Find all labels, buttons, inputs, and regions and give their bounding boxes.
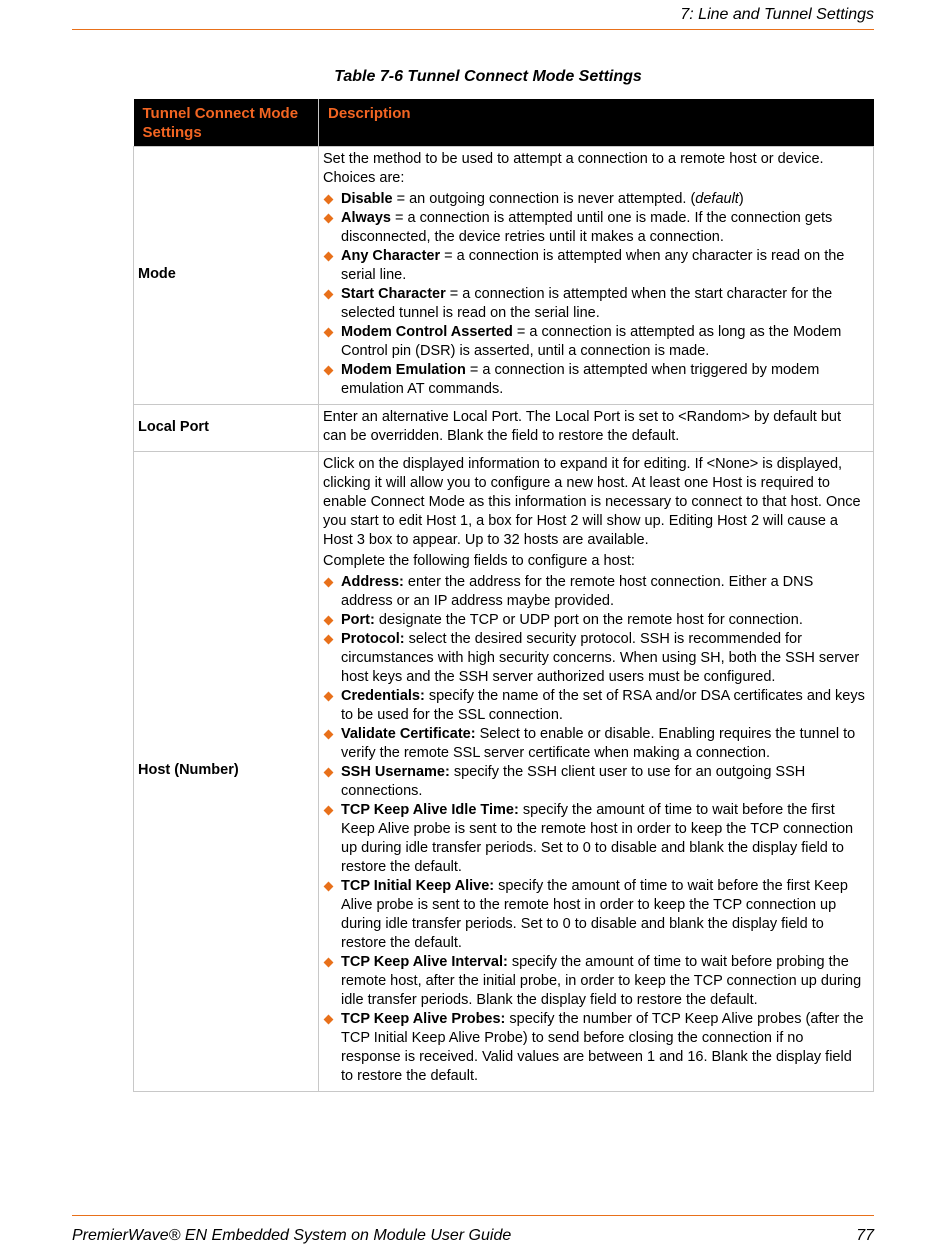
diamond-bullet-icon [324,635,334,645]
option-term: Any Character [341,248,441,264]
diamond-bullet-icon [324,252,334,262]
guide-title: PremierWave® EN Embedded System on Module User Guide [72,1227,512,1244]
option-text: specify the name of the set of RSA and/or DSA certificates and keys to be used for the SSL connection. [341,688,865,723]
list-item [323,361,867,399]
description-text: Set the method to be used to attempt a connection to a remote host or device. Choices are: [323,151,824,186]
page-number: 77 [856,1227,874,1244]
table-caption: Table 7-6 Tunnel Connect Mode Settings [334,68,642,85]
diamond-bullet-icon [324,328,334,338]
diamond-bullet-icon [324,806,334,816]
diamond-bullet-icon [324,195,334,205]
diamond-bullet-icon [324,958,334,968]
option-term: Always [341,210,391,226]
option-list [323,190,867,399]
column-header-description: Description [319,99,874,147]
list-item [323,725,867,763]
table-header-row [134,99,874,147]
list-item [323,953,867,1010]
diamond-bullet-icon [324,730,334,740]
list-item [323,323,867,361]
option-text: = a connection is attempted when triggered by modem emulation AT commands. [341,362,820,397]
list-item [323,209,867,247]
option-term: Protocol: [341,631,405,647]
description-text: Enter an alternative Local Port. The Local Port is set to <Random> by default but can be overridden. Blank the field to restore the default. [323,409,842,444]
option-term: Validate Certificate: [341,726,476,742]
option-text: = a connection is attempted when any character is read on the serial line. [341,248,845,283]
setting-name: Host (Number) [134,452,319,1092]
option-text: = a connection is attempted until one is made. If the connection gets disconnected, the device retries until it makes a connection. [341,210,833,245]
list-item [323,247,867,285]
header-rule [72,29,874,30]
description-text: Complete the following fields to configure a host: [323,553,635,569]
option-term: Modem Emulation [341,362,466,378]
option-term: TCP Keep Alive Interval: [341,954,508,970]
option-term: Modem Control Asserted [341,324,513,340]
diamond-bullet-icon [324,692,334,702]
column-header-settings: Tunnel Connect Mode Settings [134,99,319,147]
list-item [323,630,867,687]
option-text: = an outgoing connection is never attempted. ( [392,191,696,207]
setting-description [319,452,874,1092]
option-term: Address: [341,574,404,590]
option-text: select the desired security protocol. SSH is recommended for circumstances with high security concerns. When using SH, both the SSH server host keys and the SSH server authorized users must be configured. [341,631,860,685]
table-row [134,405,874,452]
list-item [323,687,867,725]
list-item [323,801,867,877]
description-text: Click on the displayed information to expand it for editing. If <None> is displayed, clicking it will allow you to configure a new host. At least one Host is required to enable Connect Mode as this information is necessary to connect to that host. Once you start to edit Host 1, a box for Host 2 will show up. Editing Host 2 will cause a Host 3 box to appear. Up to 32 hosts are available. [323,456,861,548]
option-term: Credentials: [341,688,425,704]
table-body [134,147,874,1092]
option-term: TCP Keep Alive Probes: [341,1011,506,1027]
footer-rule [72,1215,874,1216]
option-default-note: default [695,191,739,207]
option-term: Disable [341,191,393,207]
diamond-bullet-icon [324,768,334,778]
option-text-end: ) [738,191,744,207]
list-item [323,573,867,611]
chapter-title: 7: Line and Tunnel Settings [680,6,874,23]
option-text: enter the address for the remote host connection. Either a DNS address or an IP address maybe provided. [341,574,814,609]
setting-name: Mode [134,147,319,405]
option-text: Select to enable or disable. Enabling requires the tunnel to verify the remote SSL server certificate when making a connection. [341,726,856,761]
diamond-bullet-icon [324,616,334,626]
list-item [323,763,867,801]
list-item [323,611,867,630]
option-text: = a connection is attempted when the start character for the selected tunnel is read on the serial line. [341,286,833,321]
settings-table [133,99,874,1092]
diamond-bullet-icon [324,214,334,224]
option-text: specify the SSH client user to use for an outgoing SSH connections. [341,764,806,799]
option-term: Start Character [341,286,446,302]
list-item [323,190,867,209]
diamond-bullet-icon [324,1015,334,1025]
diamond-bullet-icon [324,882,334,892]
table-row [134,147,874,405]
table-row [134,452,874,1092]
option-term: TCP Keep Alive Idle Time: [341,802,519,818]
option-text: specify the amount of time to wait before the first Keep Alive probe is sent to the remote host in order to keep the TCP connection up during idle transfer periods. Set to 0 to disable and blank the display field to restore the default. [341,802,854,875]
option-text: = a connection is attempted as long as the Modem Control pin (DSR) is asserted, until a connection is made. [341,324,842,359]
list-item [323,877,867,953]
option-term: SSH Username: [341,764,450,780]
setting-description [319,147,874,405]
option-text: specify the number of TCP Keep Alive probes (after the TCP Initial Keep Alive Probe) to send before closing the connection if no response is received. Valid values are between 1 and 16. Blank the display field to restore the default. [341,1011,864,1084]
list-item [323,1010,867,1086]
option-text: specify the amount of time to wait before probing the remote host, after the initial probe, in order to keep the TCP connection up during idle transfer periods. Blank the display field to restore the default. [341,954,862,1008]
option-text: specify the amount of time to wait before the first Keep Alive probe is sent to the remote host in order to keep the TCP connection up during idle transfer periods. Set to 0 to disable and blank the display field to restore the default. [341,878,848,951]
list-item [323,285,867,323]
option-text: designate the TCP or UDP port on the remote host for connection. [374,612,803,628]
setting-name: Local Port [134,405,319,452]
diamond-bullet-icon [324,578,334,588]
option-list [323,573,867,1086]
diamond-bullet-icon [324,290,334,300]
diamond-bullet-icon [324,366,334,376]
setting-description [319,405,874,452]
option-term: TCP Initial Keep Alive: [341,878,495,894]
option-term: Port: [341,612,375,628]
